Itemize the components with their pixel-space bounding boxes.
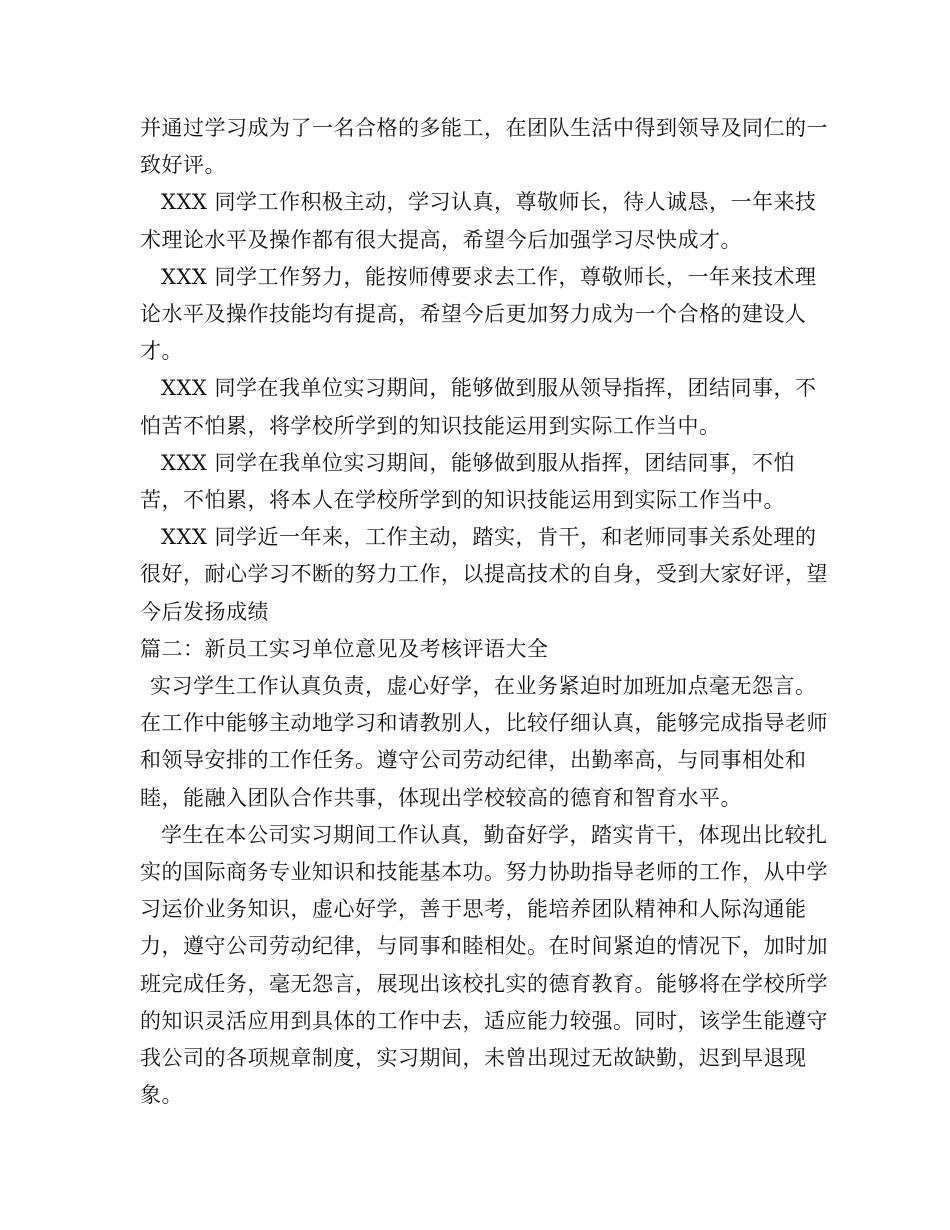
paragraph-part2-2: 学生在本公司实习期间工作认真，勤奋好学，踏实肯干，体现出比较扎实的国际商务专业知识和技能基本功。努力协助指导老师的工作，从中学习运价业务知识，虚心好学，善于思考，能培养团队精神和人际沟通能力，遵守公司劳动纪律，与同事和睦相处。在时间紧迫的情况下，加时加班完成任务，毫无怨言，展现出该校扎实的德育教育。能够将在学校所学的知识灵活应用到具体的工作中去，适应能力较强。同时，该学生能遵守我公司的各项规章制度，实习期间，未曾出现过无故缺勤，迟到早退现象。 [140,822,828,1108]
section-heading: 篇二：新员工实习单位意见及考核评语大全 [140,636,549,661]
paragraph-part2-1: 实习学生工作认真负责，虚心好学，在业务紧迫时加班加点毫无怨言。在工作中能够主动地学习和请教别人，比较仔细认真，能够完成指导老师和领导安排的工作任务。遵守公司劳动纪律，出勤率高，与同事相处和睦，能融入团队合作共事，体现出学校较高的德育和智育水平。 [140,674,828,810]
paragraph-evaluation-4: XXX 同学在我单位实习期间，能够做到服从指挥，团结同事，不怕苦，不怕累，将本人在学校所学到的知识技能运用到实际工作当中。 [140,450,796,513]
paragraph-evaluation-2: XXX 同学工作努力，能按师傅要求去工作，尊敬师长，一年来技术理论水平及操作技能均有提高，希望今后更加努力成为一个合格的建设人才。 [140,264,817,364]
document-body [140,110,830,1114]
paragraph-evaluation-5: XXX 同学近一年来，工作主动，踏实，肯干，和老师同事关系处理的很好，耐心学习不断的努力工作，以提高技术的自身，受到大家好评，望今后发扬成绩 [140,525,828,624]
paragraph-evaluation-1: XXX 同学工作积极主动，学习认真，尊敬师长，待人诚恳，一年来技术理论水平及操作都有很大提高，希望今后加强学习尽快成才。 [140,190,817,252]
paragraph-continuation: 并通过学习成为了一名合格的多能工，在团队生活中得到领导及同仁的一致好评。 [140,116,828,178]
paragraph-evaluation-3: XXX 同学在我单位实习期间，能够做到服从领导指挥，团结同事，不怕苦不怕累，将学校所学到的知识技能运用到实际工作当中。 [140,376,817,438]
